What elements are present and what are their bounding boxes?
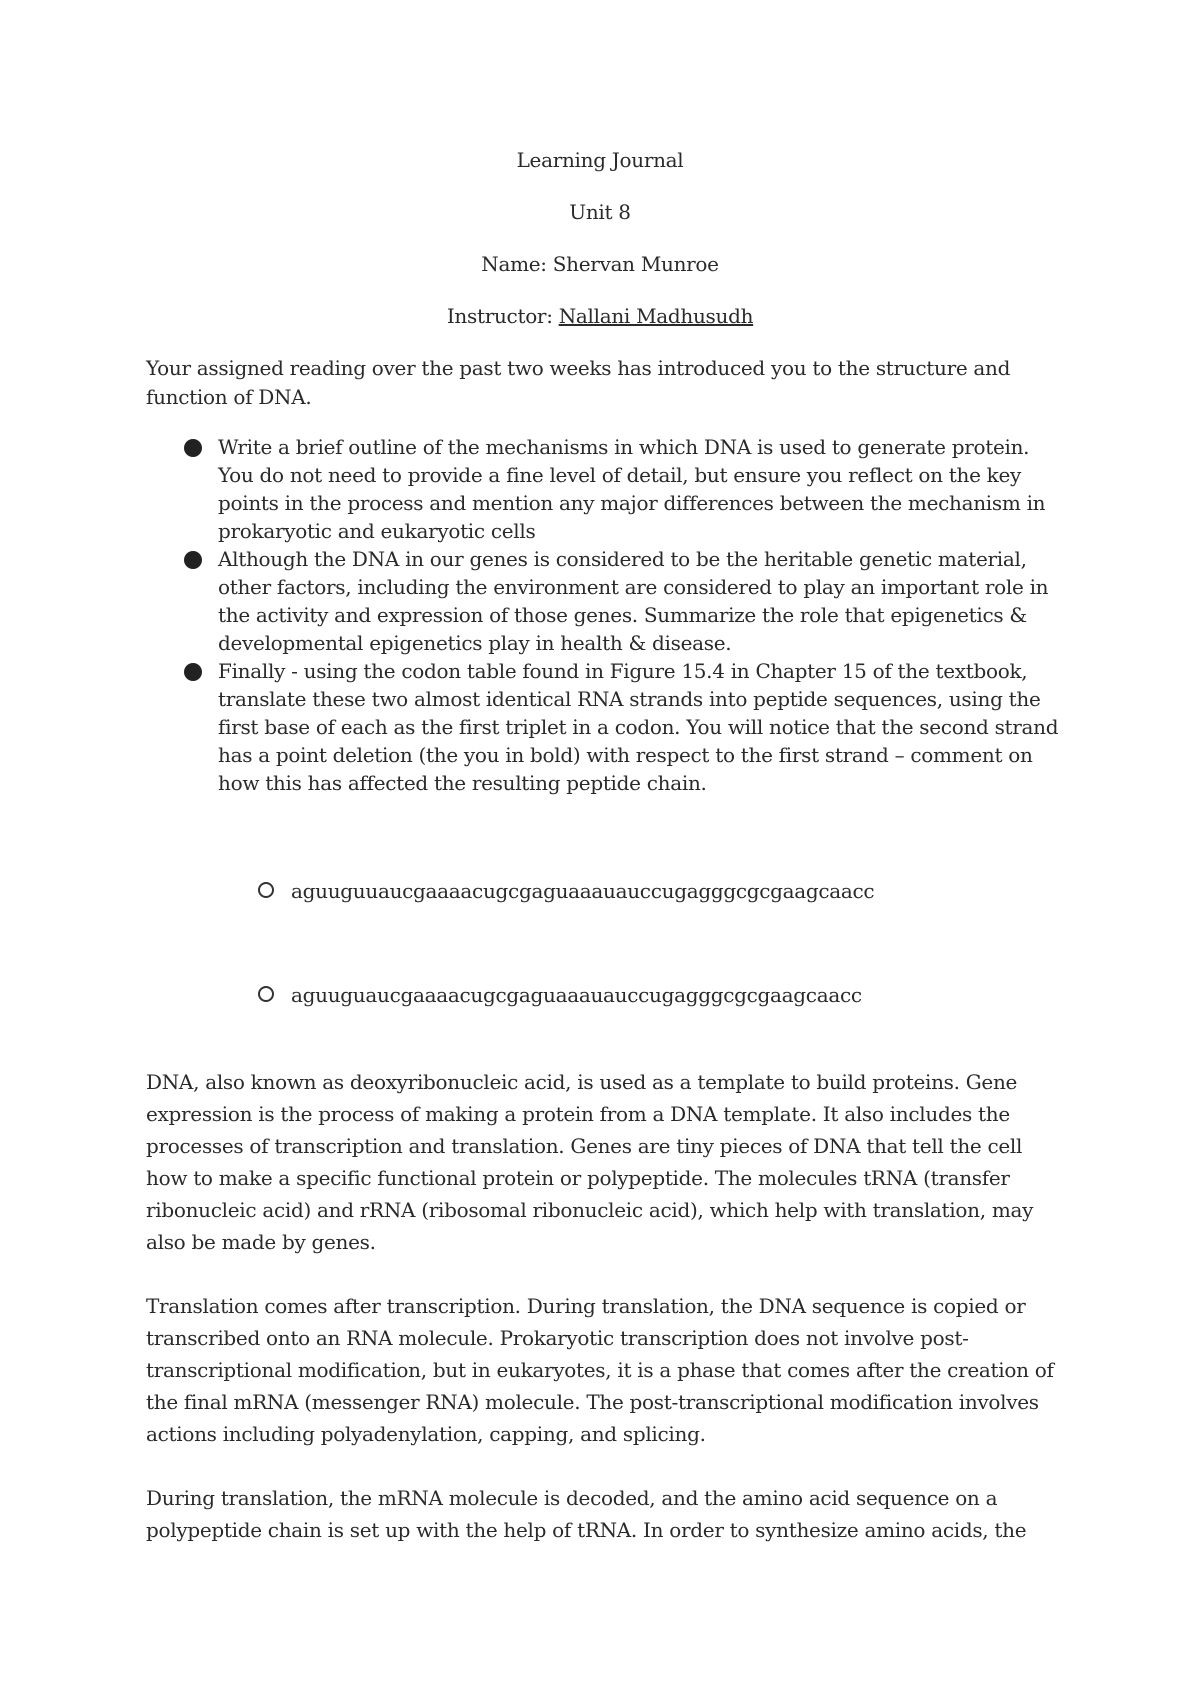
list-item bbox=[184, 433, 1064, 545]
prompt-list bbox=[184, 433, 1064, 797]
body-paragraph: Translation comes after transcription. During translation, the DNA sequence is copied or transcribed onto an RNA molecule. Prokaryotic transcription does not involve post-transcriptional modification, but in eukaryotes, it is a phase that comes after the creation of the final mRNA (messenger RNA) molecule. The post-transcriptional modification involves actions including polyadenylation, capping, and splicing. bbox=[146, 1294, 1054, 1446]
prompt-text: Write a brief outline of the mechanisms in which DNA is used to generate protein. You do not need to provide a fine level of detail, but ensure you reflect on the key points in the process and mention any major differences between the mechanism in prokaryotic and eukaryotic cells bbox=[218, 435, 1046, 543]
hollow-bullet-icon bbox=[258, 882, 274, 898]
unit-label: Unit 8 bbox=[569, 200, 631, 224]
list-item bbox=[184, 657, 1064, 797]
bullet-icon bbox=[184, 663, 202, 681]
bullet-icon bbox=[184, 551, 202, 569]
body-paragraph: During translation, the mRNA molecule is decoded, and the amino acid sequence on a polypeptide chain is set up with the help of tRNA. In order to synthesize amino acids, the bbox=[146, 1486, 1027, 1542]
instructor-label: Instructor: bbox=[446, 304, 559, 328]
student-name: Name: Shervan Munroe bbox=[481, 252, 719, 276]
instructor-line bbox=[0, 302, 1200, 330]
instructor-name: Nallani Madhusudh bbox=[558, 304, 754, 328]
bullet-icon bbox=[184, 439, 202, 457]
doc-title: Learning Journal bbox=[516, 148, 684, 172]
body-paragraph: DNA, also known as deoxyribonucleic acid, is used as a template to build proteins. Gene expression is the process of making a protein from a DNA template. It also includes the processes of transcription and translation. Genes are tiny pieces of DNA that tell the cell how to make a specific functional protein or polypeptide. The molecules tRNA (transfer ribonucleic acid) and rRNA (ribosomal ribonucleic acid), which help with translation, may also be made by genes. bbox=[146, 1070, 1034, 1254]
prompt-text: Finally - using the codon table found in Figure 15.4 in Chapter 15 of the textbook, translate these two almost identical RNA strands into peptide sequences, using the first base of each as the first triplet in a codon. You will notice that the second strand has a point deletion (the you in bold) with respect to the first strand – comment on how this has affected the resulting peptide chain. bbox=[218, 659, 1059, 795]
prompt-text: Although the DNA in our genes is considered to be the heritable genetic material, other factors, including the environment are considered to play an important role in the activity and expression of those genes. Summarize the role that epigenetics & developmental epigenetics play in health & disease. bbox=[218, 547, 1049, 655]
list-item bbox=[184, 545, 1064, 657]
intro-paragraph: Your assigned reading over the past two weeks has introduced you to the structure and function of DNA. bbox=[146, 356, 1011, 409]
hollow-bullet-icon bbox=[258, 986, 274, 1002]
sequence-text: aguuguuaucgaaaacugcgaguaaauauccugagggcgcgaagcaacc bbox=[291, 879, 875, 903]
sequence-text: aguuguaucgaaaacugcgaguaaauauccugagggcgcgaagcaacc bbox=[291, 983, 862, 1007]
